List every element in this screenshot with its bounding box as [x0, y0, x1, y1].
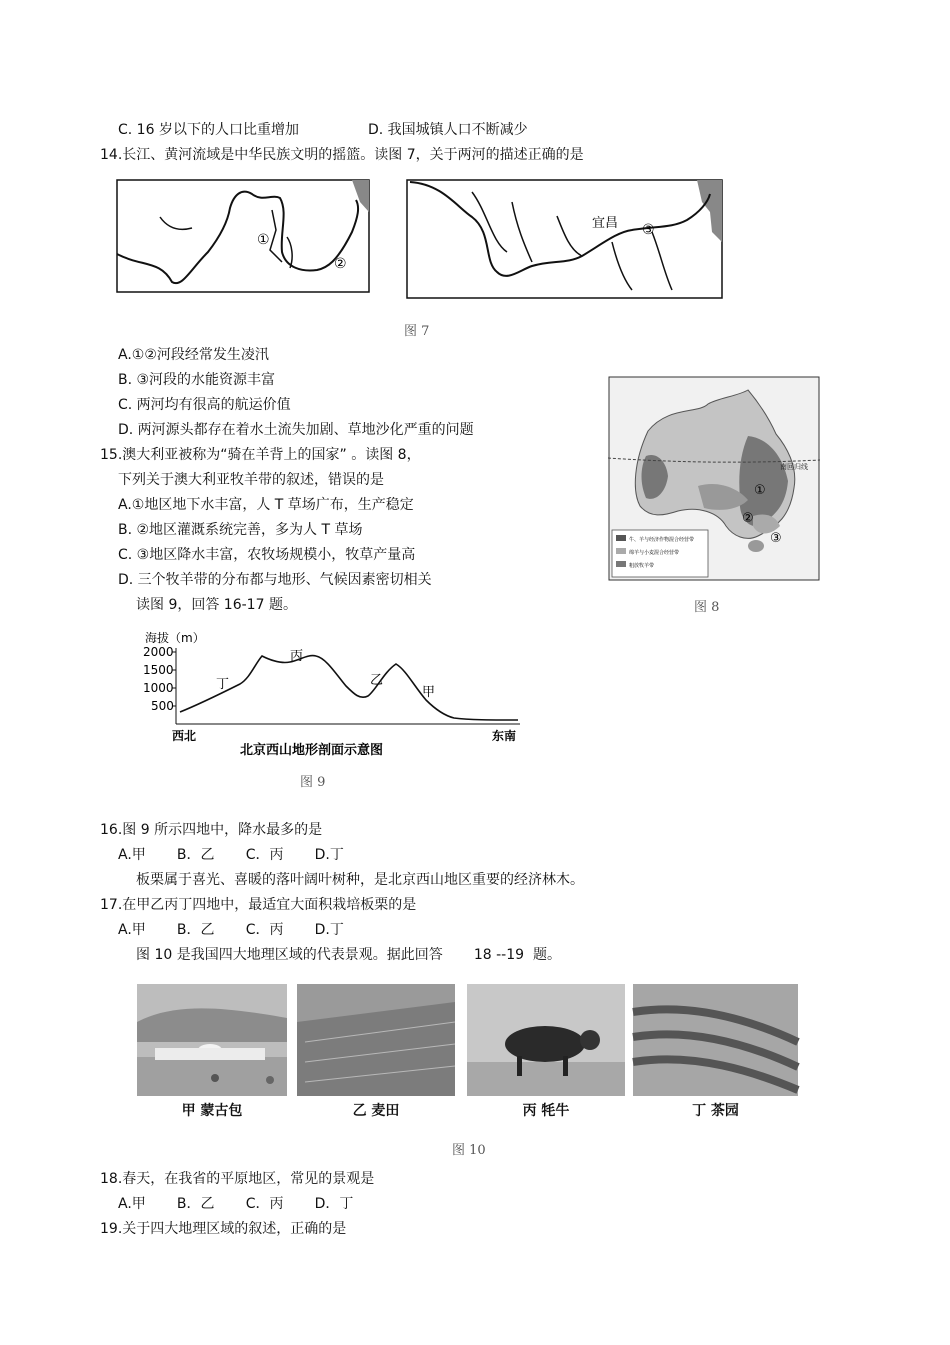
fig9-right-dir: 东南	[492, 729, 517, 743]
q15-option-d: D. 三个牧羊带的分布都与地形、气候因素密切相关	[118, 572, 432, 588]
figure-9-caption: 图 9	[300, 775, 326, 790]
q17-stem: 17.在甲乙丙丁四地中，最适宜大面积栽培板栗的是	[100, 897, 417, 913]
q15-option-b: B. ②地区灌溉系统完善，多为人 T 草场	[118, 522, 363, 538]
fig9-profile-line	[180, 656, 518, 720]
fig9-point-ding: 丁	[216, 677, 230, 692]
fig9-title: 北京西山地形剖面示意图	[240, 743, 384, 758]
fig9-tick-2000: 2000	[143, 645, 174, 659]
fig7-label-2: ②	[334, 256, 347, 272]
q15-option-c: C. ③地区降水丰富，农牧场规模小，牧草产量高	[118, 547, 416, 563]
photo-wheat-field	[297, 984, 455, 1096]
figure-7-caption: 图 7	[404, 324, 430, 339]
fig8-legend-1: 牛、羊与经济作物混合经营带	[629, 537, 695, 543]
fig9-point-yi: 乙	[370, 673, 384, 688]
fig9-left-dir: 西北	[172, 729, 197, 743]
figure-7-river-maps	[112, 172, 742, 317]
fig10-intro: 图 10 是我国四大地理区域的代表景观。据此回答 18 --19 题。	[136, 947, 561, 963]
q14-option-a: A.①②河段经常发生凌汛	[118, 347, 269, 363]
q15-stem-line2: 下列关于澳大利亚牧羊带的叙述，错误的是	[118, 472, 384, 488]
q19-stem: 19.关于四大地理区域的叙述，正确的是	[100, 1221, 347, 1237]
q14-option-b: B. ③河段的水能资源丰富	[118, 372, 276, 388]
yangtze-river-map	[407, 180, 722, 298]
fig9-tick-500: 500	[151, 699, 174, 713]
fig8-tropic-label: 南回归线	[780, 463, 808, 471]
fig9-point-jia: 甲	[422, 685, 436, 700]
fig9-tick-1500: 1500	[143, 663, 174, 677]
q18-options: A.甲 B．乙 C．丙 D．丁	[118, 1196, 354, 1212]
figure-10-caption: 图 10	[452, 1143, 486, 1158]
figure-8-australia-map	[608, 376, 820, 581]
fig8-legend	[612, 530, 708, 577]
q13-option-d: D. 我国城镇人口不断减少	[368, 122, 528, 138]
q18-stem: 18.春天，在我省的平原地区，常见的景观是	[100, 1171, 375, 1187]
fig10-label-ding: 丁 茶园	[692, 1103, 739, 1119]
figure-9-terrain-profile	[140, 624, 540, 764]
fig8-label-1: ①	[754, 483, 766, 498]
q14-stem: 14.长江、黄河流域是中华民族文明的摇篮。读图 7，关于两河的描述正确的是	[100, 147, 584, 163]
fig9-point-bing: 丙	[290, 649, 304, 664]
q16-stem: 16.图 9 所示四地中，降水最多的是	[100, 822, 323, 838]
fig10-label-jia: 甲 蒙古包	[181, 1103, 243, 1119]
figure-10-landscapes	[135, 982, 800, 1127]
fig10-label-bing: 丙 牦牛	[522, 1103, 570, 1119]
fig10-label-yi: 乙 麦田	[352, 1103, 400, 1119]
q14-option-d: D. 两河源头都存在着水土流失加剧、草地沙化严重的问题	[118, 422, 474, 438]
fig8-label-3: ③	[770, 531, 782, 546]
fig7-label-yichang: 宜昌	[592, 216, 619, 231]
fig8-legend-2: 绵羊与小麦混合经营带	[629, 550, 680, 556]
fig9-tick-1000: 1000	[143, 681, 174, 695]
q15-option-a: A.①地区地下水丰富，人 T 草场广布，生产稳定	[118, 497, 414, 513]
q13-option-c: C. 16 岁以下的人口比重增加	[118, 122, 299, 138]
q15-stem-line1: 15.澳大利亚被称为“骑在羊背上的国家” 。读图 8，	[100, 447, 421, 463]
photo-tea-garden	[633, 984, 798, 1096]
fig8-label-2: ②	[742, 511, 754, 526]
fig7-label-1: ①	[257, 232, 270, 248]
yellow-river-map	[117, 180, 369, 292]
chestnut-info: 板栗属于喜光、喜暖的落叶阔叶树种，是北京西山地区重要的经济林木。	[136, 872, 584, 888]
figure-8-caption: 图 8	[694, 600, 720, 615]
photo-yak	[467, 984, 625, 1096]
fig9-ylabel: 海拔（m）	[145, 631, 205, 645]
photo-yurt	[137, 984, 287, 1096]
fig7-label-3: ③	[642, 222, 655, 238]
q14-option-c: C. 两河均有很高的航运价值	[118, 397, 291, 413]
fig9-intro: 读图 9，回答 16-17 题。	[136, 597, 297, 613]
q16-options: A.甲 B．乙 C．丙 D.丁	[118, 847, 344, 863]
q17-options: A.甲 B．乙 C．丙 D.丁	[118, 922, 344, 938]
fig8-legend-3: 粗放牧羊带	[629, 563, 655, 569]
